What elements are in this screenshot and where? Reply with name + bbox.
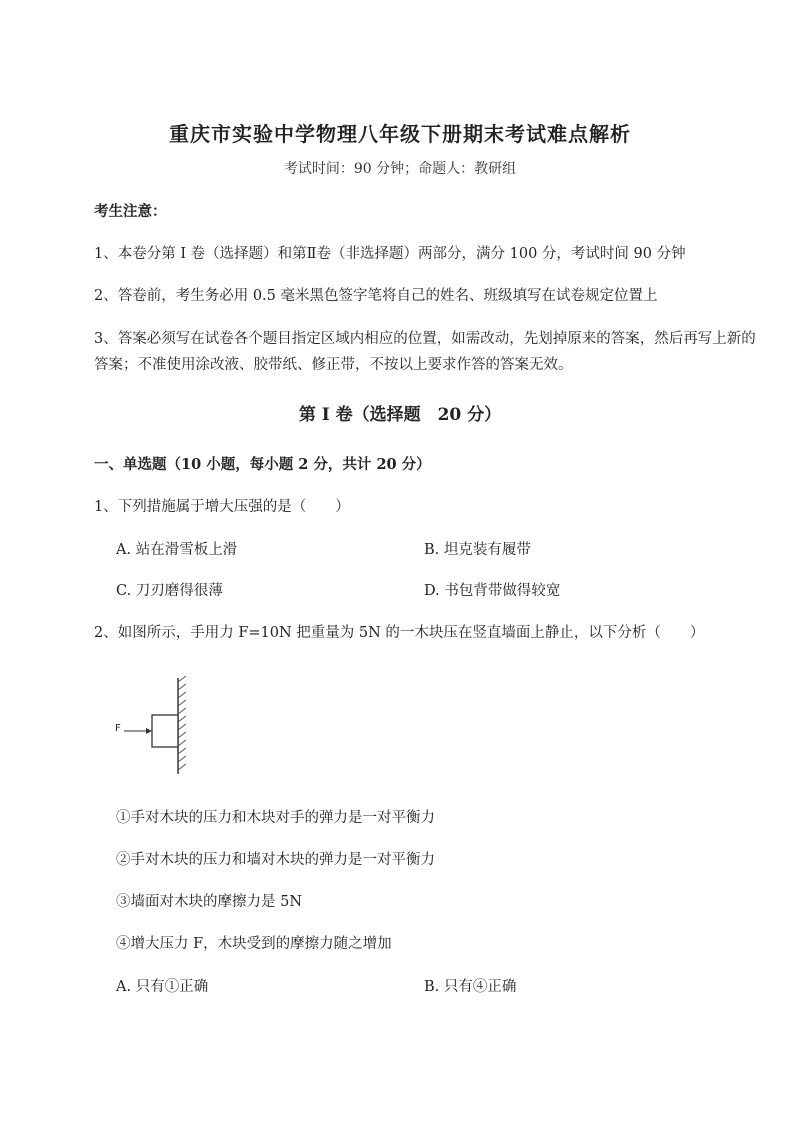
q2-statement-2: ②手对木块的压力和墙对木块的弹力是一对平衡力: [116, 852, 435, 868]
force-label: F: [115, 723, 121, 734]
part-heading: 一、单选题（10 小题，每小题 2 分，共计 20 分）: [94, 456, 431, 473]
q1-option-d: D. 书包背带做得较宽: [424, 583, 561, 599]
page-subtitle: 考试时间：90 分钟；命题人：教研组: [283, 161, 517, 177]
q1-option-a: A. 站在滑雪板上滑: [116, 542, 238, 558]
q1-option-c: C. 刀刃磨得很薄: [116, 583, 223, 599]
notice-heading: 考生注意：: [94, 203, 167, 220]
q2-option-a: A. 只有①正确: [116, 979, 209, 995]
q1-option-b: B. 坦克装有履带: [424, 542, 531, 558]
q2-statement-1: ①手对木块的压力和木块对手的弹力是一对平衡力: [116, 810, 435, 826]
block-wall-figure: [110, 676, 200, 786]
question-2-stem: 2、如图所示，手用力 F=10N 把重量为 5N 的一木块压在竖直墙面上静止，以下分析（ ）: [94, 625, 705, 641]
q2-statement-4: ④增大压力 F，木块受到的摩擦力随之增加: [116, 936, 392, 952]
force-diagram: [110, 676, 200, 790]
notice-item-3: 3、答案必须写在试卷各个题目指定区域内相应的位置，如需改动，先划掉原来的答案，然后再写上新的答案；不准使用涂改液、胶带纸、修正带，不按以上要求作答的答案无效。: [94, 331, 756, 373]
q2-statement-3: ③墙面对木块的摩擦力是 5N: [116, 894, 303, 910]
notice-item-2: 2、答卷前，考生务必用 0.5 毫米黑色签字笔将自己的姓名、班级填写在试卷规定位置上: [94, 288, 658, 304]
q2-option-b: B. 只有④正确: [424, 979, 517, 995]
notice-item-1: 1、本卷分第 I 卷（选择题）和第Ⅱ卷（非选择题）两部分，满分 100 分，考试时间 90 分钟: [94, 246, 686, 262]
section-title: 第 I 卷（选择题 20 分）: [298, 405, 502, 425]
page-title: 重庆市实验中学物理八年级下册期末考试难点解析: [169, 122, 631, 146]
question-1-stem: 1、下列措施属于增大压强的是（ ）: [94, 499, 350, 515]
